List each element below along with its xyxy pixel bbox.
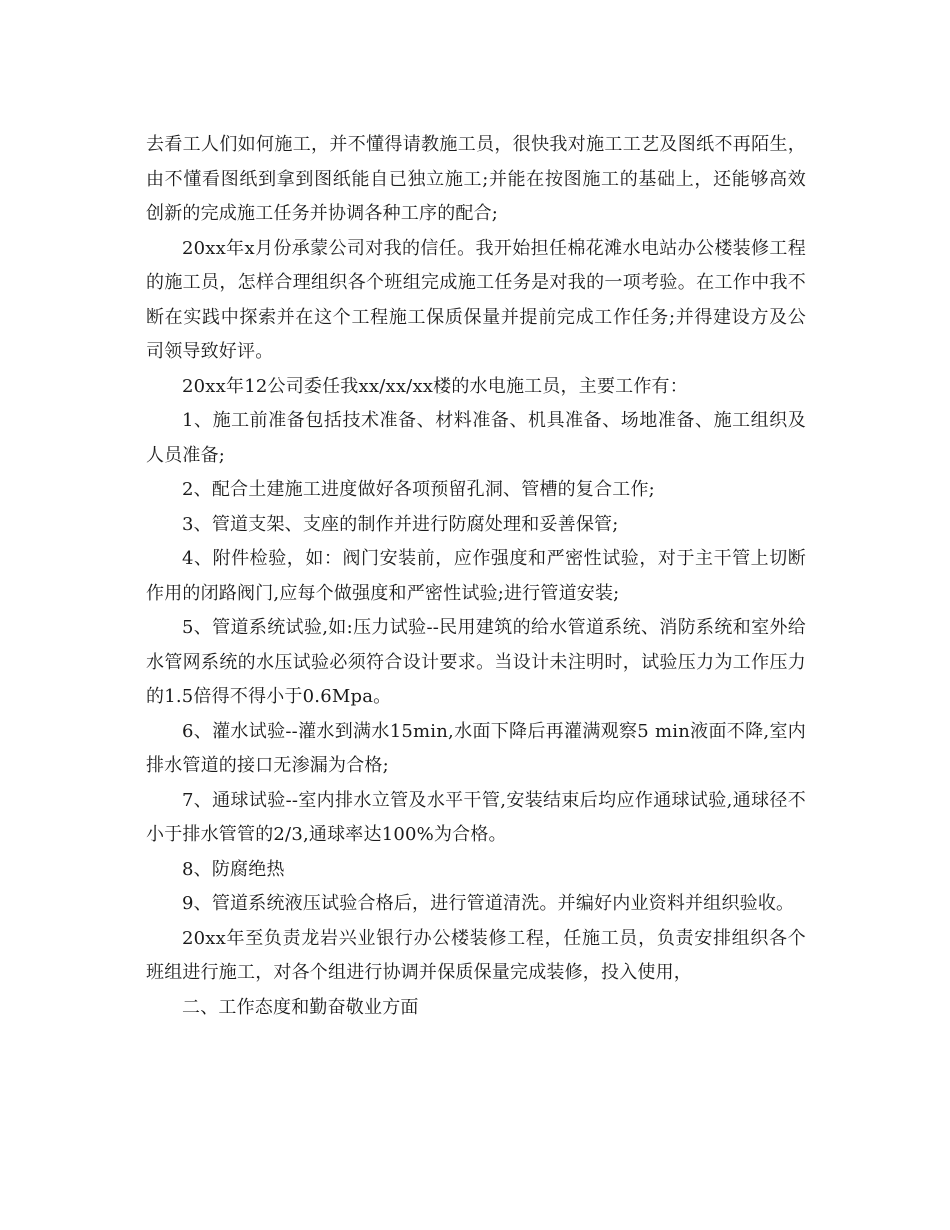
paragraph: 去看工人们如何施工，并不懂得请教施工员，很快我对施工工艺及图纸不再陌生，由不懂看图纸到拿到图纸能自已独立施工;并能在按图施工的基础上，还能够高效创新的完成施工任务并协调各种工序的配合;	[146, 134, 806, 224]
list-item: 5、管道系统试验,如:压力试验--民用建筑的给水管道系统、消防系统和室外给水管网系统的水压试验必须符合设计要求。当设计未注明时，试验压力为工作压力的1.5倍得不得小于0.6Mpa。	[146, 617, 806, 707]
list-item: 7、通球试验--室内排水立管及水平干管,安装结束后均应作通球试验,通球径不小于排水管管的2/3,通球率达100%为合格。	[146, 789, 806, 845]
paragraph: 20xx年12公司委任我xx/xx/xx楼的水电施工员，主要工作有：	[182, 375, 688, 397]
paragraph: 20xx年至负责龙岩兴业银行办公楼装修工程，任施工员，负责安排组织各个班组进行施工，对各个组进行协调并保质保量完成装修，投入使用，	[146, 927, 806, 983]
paragraph: 20xx年x月份承蒙公司对我的信任。我开始担任棉花滩水电站办公楼装修工程的施工员，怎样合理组织各个班组完成施工任务是对我的一项考验。在工作中我不断在实践中探索并在这个工程施工保质保量并提前完成工作任务;并得建设方及公司领导致好评。	[146, 237, 806, 362]
list-item: 1、施工前准备包括技术准备、材料准备、机具准备、场地准备、施工组织及人员准备;	[146, 410, 806, 466]
list-item: 3、管道支架、支座的制作并进行防腐处理和妥善保管;	[182, 513, 619, 535]
list-item: 9、管道系统液压试验合格后，进行管道清洗。并编好内业资料并组织验收。	[182, 893, 795, 914]
list-item: 4、附件检验，如：阀门安装前，应作强度和严密性试验，对于主干管上切断作用的闭路阀门,应每个做强度和严密性试验;进行管道安装;	[146, 548, 806, 604]
list-item: 6、灌水试验--灌水到满水15min,水面下降后再灌满观察5 min液面不降,室内排水管道的接口无渗漏为合格;	[146, 720, 806, 776]
document-body	[146, 128, 806, 1025]
list-item: 2、配合土建施工进度做好各项预留孔洞、管槽的复合工作;	[182, 479, 655, 500]
list-item: 8、防腐绝热	[182, 858, 285, 880]
section-heading: 二、工作态度和勤奋敬业方面	[182, 996, 419, 1018]
